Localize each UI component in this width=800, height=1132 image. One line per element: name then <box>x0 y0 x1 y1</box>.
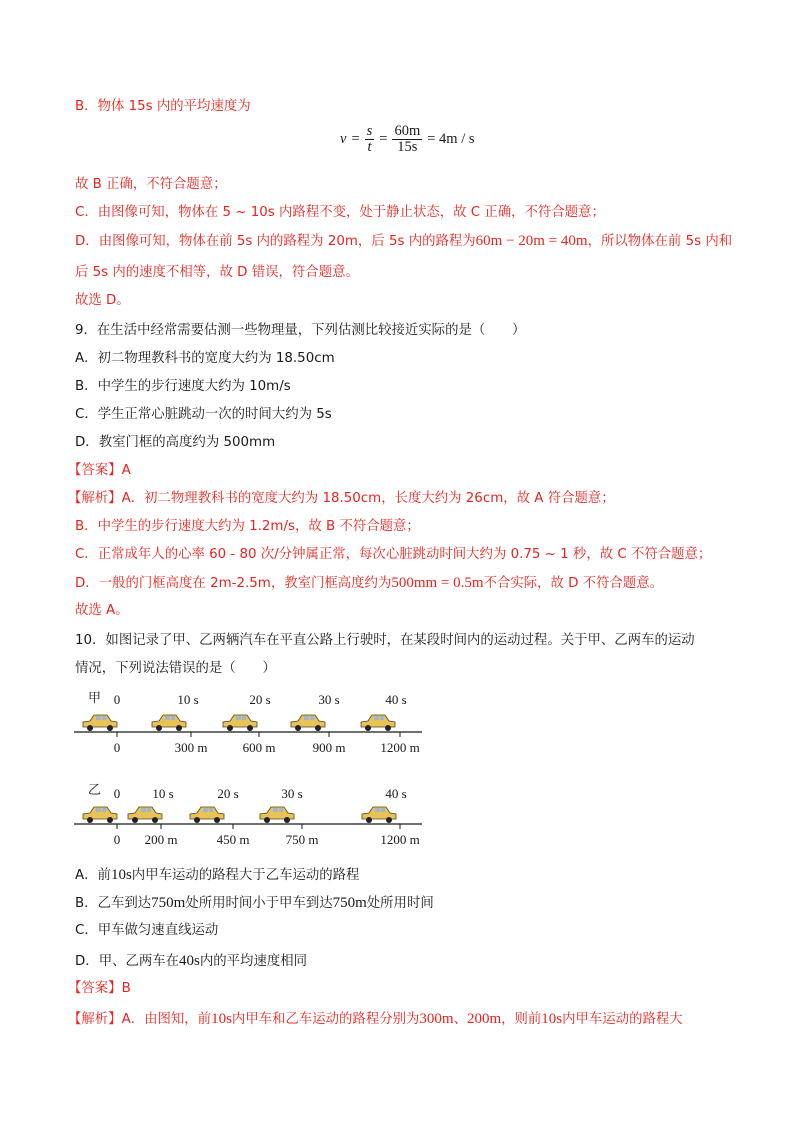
q9-final-answer: 故选 A。 <box>75 603 129 618</box>
car-yi-time-label-4: 40 s <box>385 786 407 801</box>
q10-analysis-a: 【解析】A．由图知，前10s内甲车和乙车运动的路程分别为300m、200m，则前10s内甲车运动的路程大 <box>68 1011 683 1027</box>
car-yi-time-label-1: 10 s <box>152 786 174 801</box>
car-yi-car-2 <box>190 807 224 823</box>
q9-analysis-c: C．正常成年人的心率 60 - 80 次/分钟属正常，每次心脏跳动时间大约为 0.75 ~ 1 秒，故 C 不符合题意； <box>75 547 712 562</box>
car-jia-time-label-1: 10 s <box>177 692 199 707</box>
car-yi-car-1 <box>128 807 162 823</box>
car-jia-distance-label-3: 900 m <box>312 740 346 755</box>
car-jia-distance-label-0: 0 <box>113 740 121 755</box>
car-jia-car-4 <box>361 715 395 731</box>
car-yi-label: 乙 <box>88 783 102 798</box>
car-yi-track <box>74 783 422 847</box>
car-yi-time-label-3: 30 s <box>281 786 303 801</box>
car-jia-time-label-0: 0 <box>113 692 121 707</box>
q9-analysis-a: 【解析】A．初二物理教科书的宽度大约为 18.50cm，长度大约为 26cm，故 A 符合题意； <box>68 491 615 506</box>
q10-option-c: C．甲车做匀速直线运动 <box>75 923 219 938</box>
formula-result: = 4m / s <box>427 131 475 147</box>
q10-option-a: A．前10s内甲车运动的路程大于乙车运动的路程 <box>75 867 360 883</box>
formula-fraction-values: $\frac{60m}{15s}$ <box>394 123 421 155</box>
q8-option-c: C．由图像可知，物体在 5 ~ 10s 内路程不变，处于静止状态，故 C 正确，不符合题意； <box>75 205 605 220</box>
car-yi-car-0 <box>83 807 117 823</box>
car-yi-time-label-2: 20 s <box>217 786 239 801</box>
q10-stem-line2: 情况，下列说法错误的是（ ） <box>75 661 276 676</box>
q8-option-d-line2: 后 5s 内的速度不相等，故 D 错误，符合题意。 <box>75 265 359 280</box>
car-yi-distance-label-0: 0 <box>113 832 121 847</box>
q9-stem: 9．在生活中经常需要估测一些物理量，下列估测比较接近实际的是（ ） <box>75 323 526 338</box>
q9-answer: 【答案】A <box>68 463 131 478</box>
q8-b-conclusion: 故 B 正确，不符合题意； <box>75 177 227 192</box>
formula-lhs: v <box>340 131 347 147</box>
q9-option-c: C．学生正常心脏跳动一次的时间大约为 5s <box>75 407 332 422</box>
car-yi-time-label-0: 0 <box>113 786 121 801</box>
car-yi-distance-label-1: 200 m <box>144 832 178 847</box>
car-yi-distance-label-2: 450 m <box>216 832 250 847</box>
q8-option-b-intro: B．物体 15s 内的平均速度为 <box>75 99 251 114</box>
car-motion-diagram <box>70 688 440 858</box>
car-jia-distance-label-2: 600 m <box>242 740 276 755</box>
car-jia-label: 甲 <box>88 691 102 706</box>
car-jia-car-3 <box>291 715 325 731</box>
q9-option-a: A．初二物理教科书的宽度大约为 18.50cm <box>75 351 335 366</box>
car-yi-distance-label-4: 1200 m <box>380 832 420 847</box>
q9-analysis-d: D．一般的门框高度在 2m-2.5m，教室门框高度约为500mm = 0.5m不合实际，故 D 不符合题意。 <box>75 575 664 591</box>
car-jia-car-0 <box>83 715 117 731</box>
formula-fraction-s-t: $\frac{s}{t}$ <box>366 123 373 155</box>
q10-answer: 【答案】B <box>68 981 131 996</box>
car-jia-time-label-3: 30 s <box>318 692 340 707</box>
q9-option-b: B．中学生的步行速度大约为 10m/s <box>75 379 291 394</box>
car-jia-track <box>74 691 422 755</box>
car-yi-car-3 <box>260 807 294 823</box>
q10-option-b: B．乙车到达750m处所用时间小于甲车到达750m处所用时间 <box>75 895 434 911</box>
q9-option-d: D．教室门框的高度约为 500mm <box>75 435 276 450</box>
car-jia-time-label-4: 40 s <box>385 692 407 707</box>
car-yi-distance-label-3: 750 m <box>285 832 319 847</box>
q8-option-d-line1: D．由图像可知，物体在前 5s 内的路程为 20m，后 5s 内的路程为60m − 20m = 40m，所以物体在前 5s 内和 <box>75 233 733 249</box>
q10-stem-line1: 10．如图记录了甲、乙两辆汽车在平直公路上行驶时，在某段时间内的运动过程。关于甲、乙两车的运动 <box>75 633 695 648</box>
car-jia-distance-label-1: 300 m <box>174 740 208 755</box>
car-jia-time-label-2: 20 s <box>249 692 271 707</box>
average-speed-formula: v = $\frac{s}{t}$ = $\frac{60m}{15s}$ = 4m / s <box>340 123 475 155</box>
q8-final-answer: 故选 D。 <box>75 293 130 308</box>
car-jia-car-1 <box>152 715 186 731</box>
car-yi-car-4 <box>362 807 396 823</box>
q9-analysis-b: B．中学生的步行速度大约为 1.2m/s，故 B 不符合题意； <box>75 519 420 534</box>
q10-option-d: D．甲、乙两车在40s内的平均速度相同 <box>75 953 308 969</box>
car-jia-car-2 <box>223 715 257 731</box>
car-jia-distance-label-4: 1200 m <box>380 740 420 755</box>
